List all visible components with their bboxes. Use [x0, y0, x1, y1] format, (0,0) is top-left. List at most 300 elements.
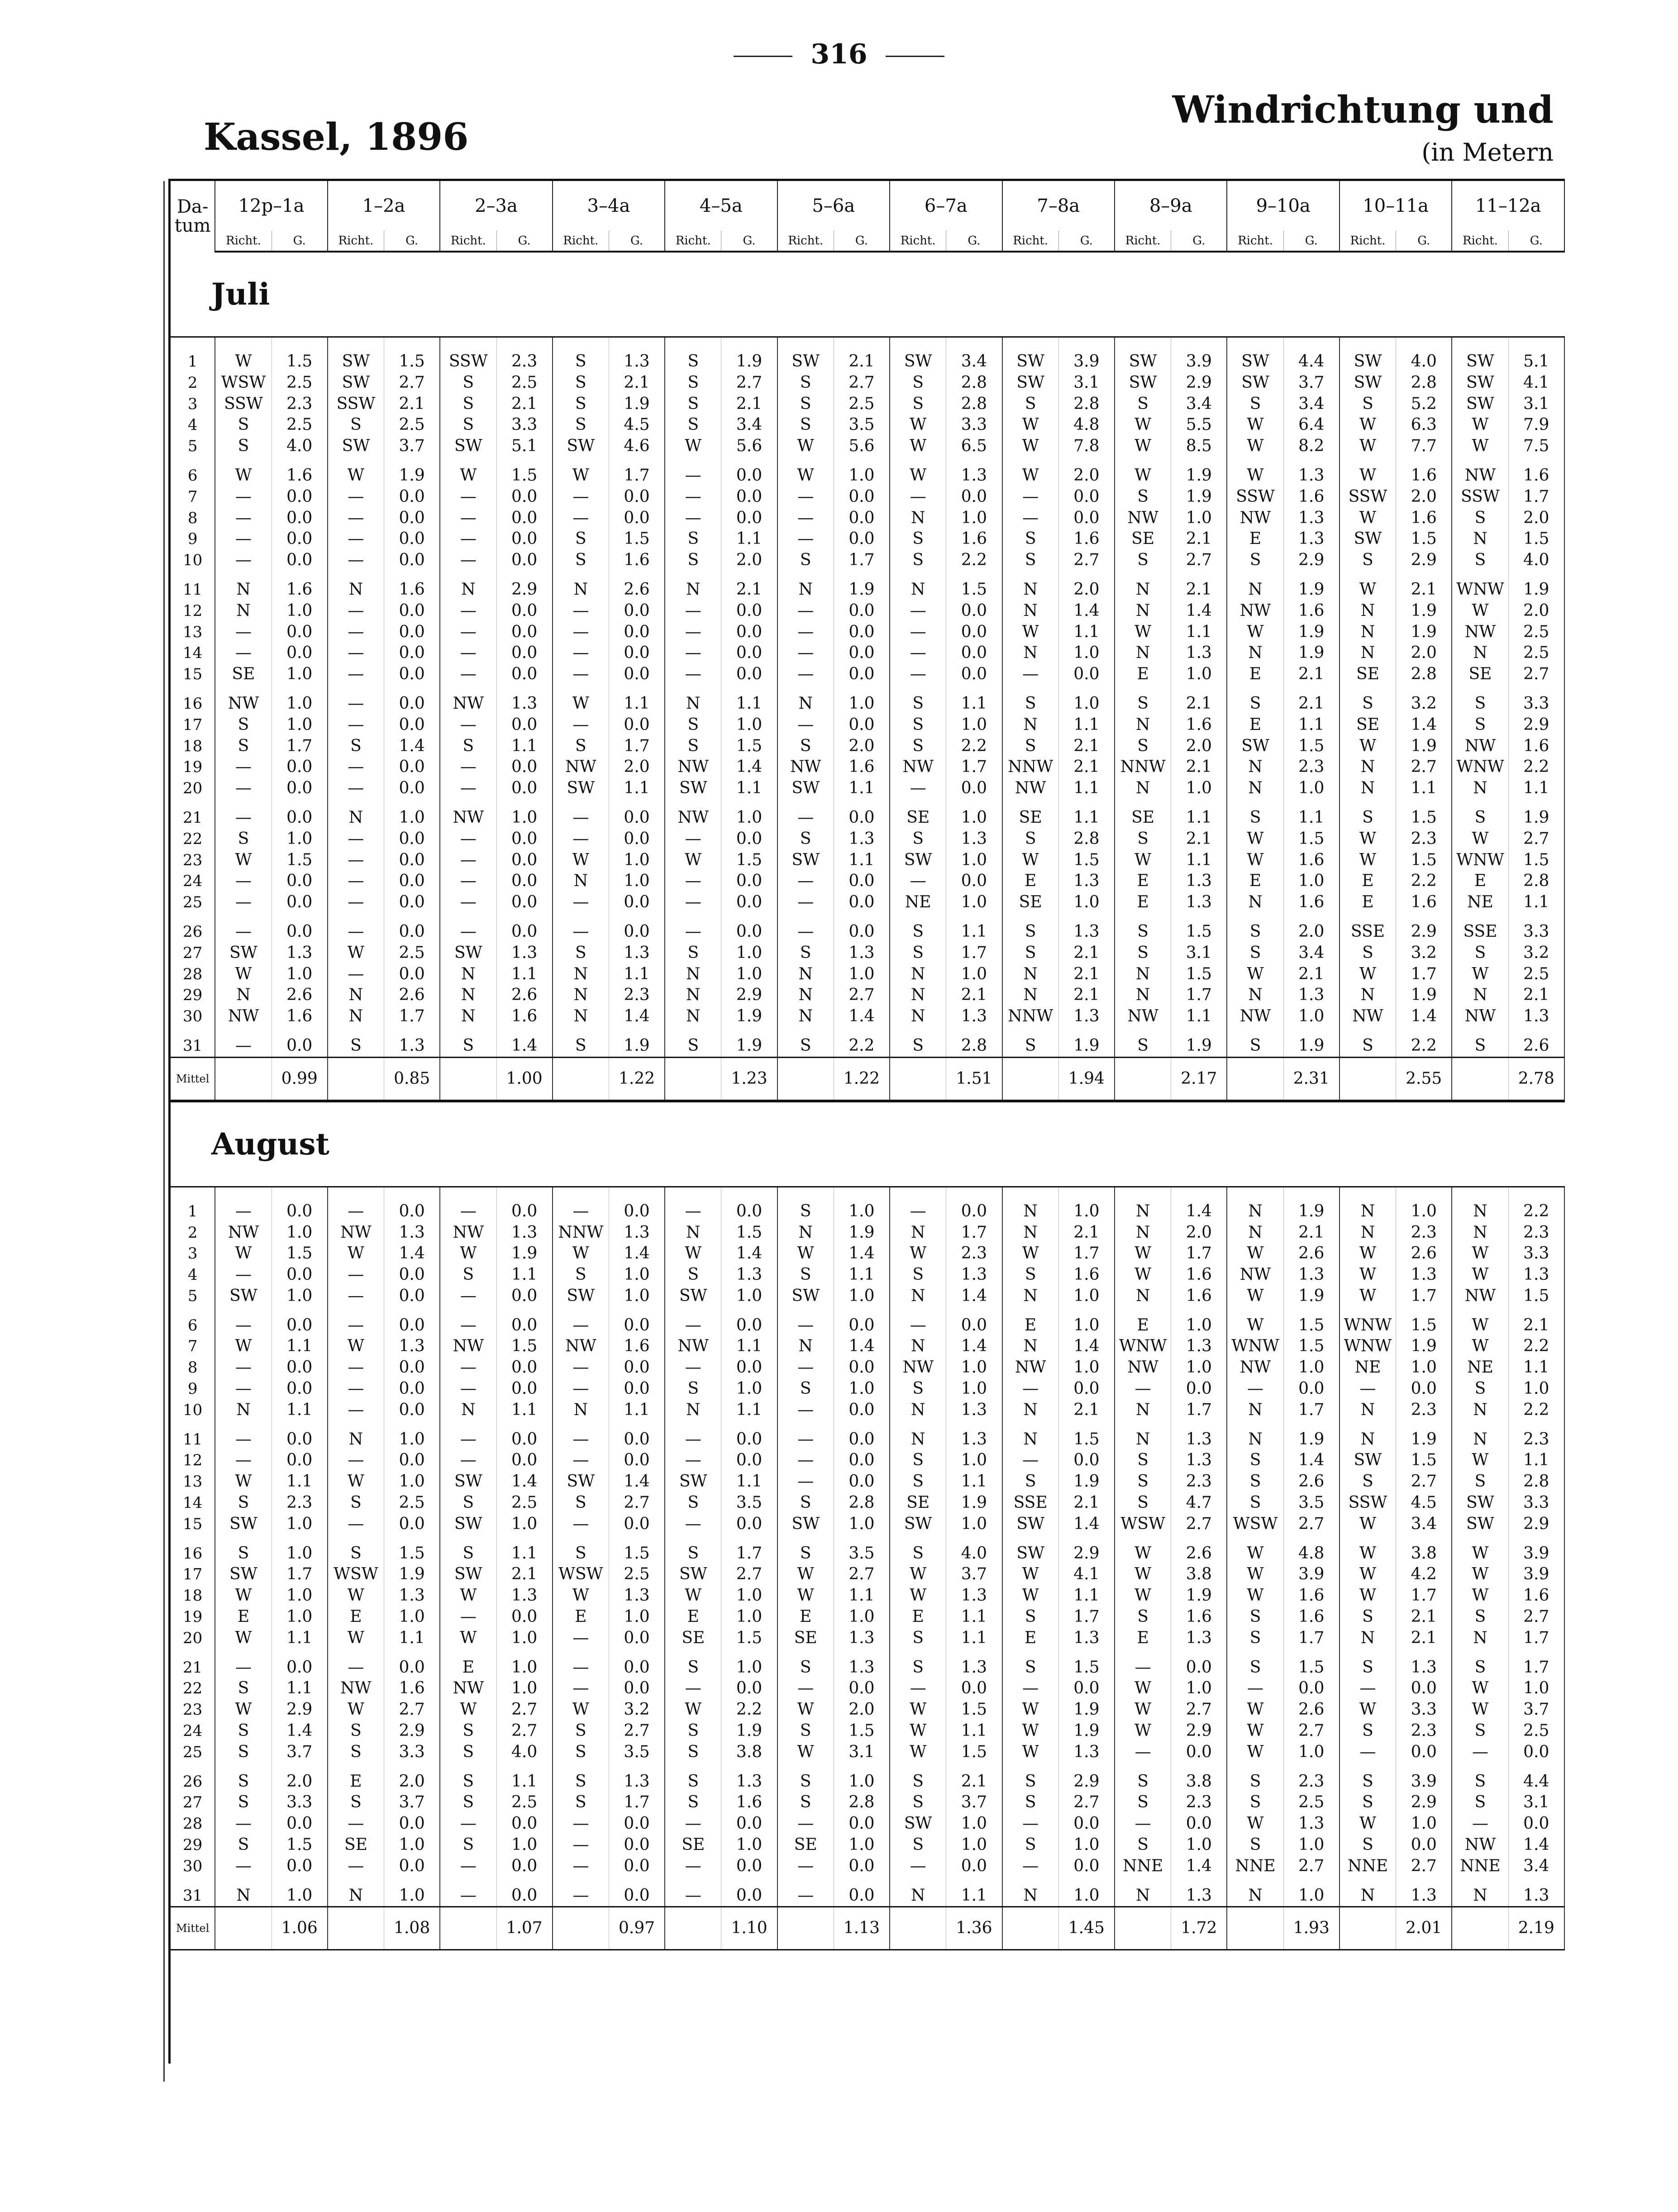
wind-speed: 1.0 [272, 1514, 328, 1535]
wind-speed: 0.0 [496, 1429, 553, 1450]
wind-speed: 0.0 [946, 486, 1002, 508]
wind-direction: S [777, 550, 834, 571]
day-number: 23 [171, 1699, 215, 1721]
g-header: G. [1396, 231, 1452, 252]
wind-speed: 2.5 [384, 415, 440, 436]
wind-speed: 2.9 [721, 985, 777, 1006]
wind-speed: 1.9 [1283, 1201, 1340, 1222]
wind-speed: 4.2 [1396, 1564, 1452, 1585]
wind-direction: — [665, 921, 721, 943]
wind-speed: 1.0 [946, 1357, 1002, 1378]
wind-direction: N [1227, 985, 1283, 1006]
wind-speed: 2.3 [1396, 1222, 1452, 1244]
gap-row [171, 1763, 1564, 1771]
wind-direction: W [1340, 736, 1396, 757]
wind-speed: 2.7 [1058, 550, 1115, 571]
wind-speed: 1.7 [1171, 1400, 1227, 1421]
wind-speed: 7.9 [1508, 415, 1564, 436]
day-number: 8 [171, 508, 215, 529]
wind-speed: 3.2 [1396, 693, 1452, 715]
wind-speed: 0.0 [609, 601, 665, 622]
wind-speed: 1.4 [384, 736, 440, 757]
wind-direction: — [1002, 1856, 1059, 1877]
wind-speed: 1.3 [946, 1657, 1002, 1678]
wind-speed: 0.0 [272, 871, 328, 892]
wind-speed: 1.3 [1396, 1657, 1452, 1678]
wind-speed: 2.9 [1058, 1771, 1115, 1792]
wind-speed: 0.0 [496, 1315, 553, 1336]
wind-speed: 1.1 [384, 1628, 440, 1649]
wind-direction: N [328, 985, 384, 1006]
wind-direction: — [777, 892, 834, 913]
mittel-value: 1.13 [834, 1907, 890, 1950]
wind-speed: 1.6 [1396, 892, 1452, 913]
wind-speed: 2.6 [1171, 1543, 1227, 1564]
mittel-empty [1227, 1907, 1283, 1950]
wind-speed: 2.0 [1058, 579, 1115, 601]
wind-direction: — [1115, 1813, 1171, 1835]
wind-direction: W [1452, 1699, 1508, 1721]
wind-speed: 3.9 [1171, 351, 1227, 372]
wind-direction: W [328, 1585, 384, 1607]
wind-direction: W [1227, 1699, 1283, 1721]
wind-speed: 0.0 [384, 664, 440, 685]
wind-speed: 2.2 [946, 550, 1002, 571]
wind-speed: 0.0 [496, 1885, 553, 1907]
wind-speed: 2.5 [272, 415, 328, 436]
wind-speed: 1.0 [1171, 508, 1227, 529]
wind-direction: S [890, 1450, 946, 1471]
wind-speed: 1.1 [1171, 1006, 1227, 1027]
wind-speed: 1.3 [1283, 508, 1340, 529]
mittel-empty [440, 1907, 496, 1950]
day-number: 18 [171, 736, 215, 757]
wind-speed: 0.0 [384, 892, 440, 913]
table-row [171, 465, 1564, 486]
wind-speed: 3.8 [1171, 1564, 1227, 1585]
wind-direction: N [1115, 1222, 1171, 1244]
wind-speed: 1.0 [1171, 1678, 1227, 1699]
wind-speed: 2.1 [384, 394, 440, 415]
wind-direction: SW [440, 1514, 496, 1535]
wind-speed: 1.3 [1058, 1742, 1115, 1763]
wind-direction: — [215, 1856, 272, 1877]
wind-direction: S [1115, 693, 1171, 715]
gap-row [171, 1307, 1564, 1315]
wind-speed: 2.9 [384, 1721, 440, 1742]
wind-direction: N [890, 1885, 946, 1907]
wind-speed: 1.1 [946, 921, 1002, 943]
wind-direction: N [1227, 1400, 1283, 1421]
wind-direction: S [1340, 1721, 1396, 1742]
wind-speed: 0.0 [1283, 1378, 1340, 1400]
mittel-empty [553, 1907, 609, 1950]
wind-direction: — [328, 871, 384, 892]
wind-speed: 1.3 [384, 1585, 440, 1607]
wind-direction: W [1452, 415, 1508, 436]
wind-direction: — [665, 1813, 721, 1835]
wind-direction: — [1002, 664, 1059, 685]
wind-direction: — [215, 1657, 272, 1678]
wind-direction: — [328, 529, 384, 550]
wind-direction: SW [440, 1564, 496, 1585]
wind-speed: 1.1 [946, 693, 1002, 715]
wind-speed: 1.9 [834, 579, 890, 601]
wind-speed: 1.6 [1396, 465, 1452, 486]
wind-speed: 0.0 [384, 871, 440, 892]
wind-speed: 0.0 [496, 1450, 553, 1471]
wind-direction: NW [1227, 1357, 1283, 1378]
wind-direction: NW [1227, 1264, 1283, 1286]
wind-direction: — [777, 508, 834, 529]
wind-direction: — [553, 1657, 609, 1678]
wind-speed: 2.7 [834, 1564, 890, 1585]
wind-speed: 1.1 [1508, 892, 1564, 913]
wind-direction: NW [1452, 622, 1508, 643]
wind-direction: SW [1227, 736, 1283, 757]
wind-speed: 2.8 [1396, 664, 1452, 685]
wind-speed: 0.0 [834, 1856, 890, 1877]
wind-direction: N [1002, 1222, 1059, 1244]
wind-speed: 0.0 [609, 1357, 665, 1378]
wind-direction: S [1227, 1771, 1283, 1792]
wind-speed: 1.7 [1396, 1286, 1452, 1307]
wind-speed: 0.0 [384, 1657, 440, 1678]
day-number: 14 [171, 1492, 215, 1514]
wind-direction: S [1452, 807, 1508, 829]
wind-speed: 0.0 [609, 643, 665, 664]
wind-direction: NW [440, 693, 496, 715]
wind-direction: — [890, 664, 946, 685]
wind-speed: 1.5 [496, 1336, 553, 1357]
wind-speed: 4.0 [946, 1543, 1002, 1564]
wind-speed: 2.5 [496, 1492, 553, 1514]
wind-direction: NW [553, 1336, 609, 1357]
wind-direction: S [1340, 1471, 1396, 1492]
wind-direction: W [1115, 1243, 1171, 1264]
wind-direction: W [890, 436, 946, 457]
wind-direction: E [1115, 1315, 1171, 1336]
wind-speed: 2.5 [272, 372, 328, 394]
wind-speed: 0.0 [721, 829, 777, 850]
day-number: 20 [171, 778, 215, 799]
gap-row [171, 1421, 1564, 1429]
wind-speed: 1.7 [1508, 486, 1564, 508]
wind-speed: 2.9 [272, 1699, 328, 1721]
wind-speed: 0.0 [384, 508, 440, 529]
wind-direction: — [1340, 1678, 1396, 1699]
wind-direction: S [890, 1657, 946, 1678]
table-row [171, 1856, 1564, 1877]
wind-direction: S [1452, 1721, 1508, 1742]
wind-speed: 1.0 [946, 1813, 1002, 1835]
wind-direction: S [440, 415, 496, 436]
wind-direction: — [665, 1315, 721, 1336]
table-row [171, 1543, 1564, 1564]
wind-speed: 0.0 [496, 757, 553, 778]
wind-direction: — [440, 1286, 496, 1307]
wind-speed: 1.6 [1283, 1585, 1340, 1607]
wind-direction: S [440, 1771, 496, 1792]
wind-speed: 0.0 [609, 921, 665, 943]
wind-direction: W [440, 1699, 496, 1721]
wind-direction: S [1452, 1471, 1508, 1492]
wind-speed: 2.8 [1058, 829, 1115, 850]
day-number: 30 [171, 1006, 215, 1027]
wind-direction: — [440, 715, 496, 736]
wind-speed: 1.0 [1058, 1286, 1115, 1307]
wind-direction: — [553, 715, 609, 736]
wind-speed: 0.0 [272, 892, 328, 913]
gap-row [171, 1027, 1564, 1035]
wind-direction: NNW [1002, 757, 1059, 778]
wind-direction: S [1452, 1771, 1508, 1792]
wind-direction: — [1452, 1813, 1508, 1835]
wind-direction: S [777, 1771, 834, 1792]
wind-speed: 1.0 [721, 964, 777, 985]
table-row [171, 1564, 1564, 1585]
wind-direction: — [328, 486, 384, 508]
wind-direction: E [1115, 664, 1171, 685]
wind-direction: W [1340, 1264, 1396, 1286]
wind-direction: SW [890, 351, 946, 372]
wind-speed: 0.0 [609, 807, 665, 829]
wind-direction: W [777, 465, 834, 486]
wind-direction: WNW [1452, 757, 1508, 778]
wind-direction: S [890, 529, 946, 550]
wind-direction: N [1452, 643, 1508, 664]
wind-speed: 1.6 [1508, 465, 1564, 486]
wind-direction: N [328, 807, 384, 829]
day-number: 8 [171, 1357, 215, 1378]
table-row [171, 1286, 1564, 1307]
wind-speed: 4.7 [1171, 1492, 1227, 1514]
wind-speed: 1.4 [1171, 1201, 1227, 1222]
wind-direction: SE [215, 664, 272, 685]
wind-direction: N [440, 1400, 496, 1421]
wind-speed: 1.0 [834, 1835, 890, 1856]
day-number: 1 [171, 351, 215, 372]
wind-speed: 6.3 [1396, 415, 1452, 436]
table-subtitle: (in Metern [1421, 138, 1554, 167]
wind-speed: 0.0 [1396, 1378, 1452, 1400]
wind-direction: N [440, 1006, 496, 1027]
wind-direction: S [215, 1543, 272, 1564]
wind-speed: 8.5 [1171, 436, 1227, 457]
wind-speed: 2.9 [496, 579, 553, 601]
wind-direction: NW [1002, 1357, 1059, 1378]
wind-speed: 1.9 [1283, 1429, 1340, 1450]
wind-direction: W [1452, 436, 1508, 457]
wind-speed: 1.1 [721, 778, 777, 799]
wind-direction: N [1002, 601, 1059, 622]
wind-speed: 1.3 [1171, 1885, 1227, 1907]
wind-direction: S [1340, 1035, 1396, 1057]
table-row [171, 643, 1564, 664]
mittel-empty [215, 1907, 272, 1950]
wind-direction: W [215, 351, 272, 372]
wind-speed: 1.5 [721, 850, 777, 871]
wind-direction: S [1002, 829, 1059, 850]
wind-direction: W [328, 1471, 384, 1492]
wind-direction: — [553, 1315, 609, 1336]
wind-speed: 1.1 [721, 1471, 777, 1492]
wind-speed: 1.4 [834, 1243, 890, 1264]
table-row [171, 1201, 1564, 1222]
wind-direction: W [1340, 1564, 1396, 1585]
wind-speed: 1.5 [1283, 1657, 1340, 1678]
table-row [171, 693, 1564, 715]
wind-direction: — [665, 1357, 721, 1378]
wind-direction: S [1002, 943, 1059, 964]
wind-speed: 0.0 [834, 1471, 890, 1492]
wind-speed: 1.0 [496, 1514, 553, 1535]
wind-direction: S [1227, 1835, 1283, 1856]
wind-direction: NW [1452, 1286, 1508, 1307]
g-header: G. [272, 231, 328, 252]
station-title: Kassel, 1896 [204, 115, 469, 159]
wind-speed: 0.0 [609, 1450, 665, 1471]
wind-direction: N [1340, 778, 1396, 799]
wind-direction: S [777, 1035, 834, 1057]
wind-speed: 0.0 [1171, 1378, 1227, 1400]
wind-speed: 2.2 [721, 1699, 777, 1721]
wind-direction: SW [215, 1514, 272, 1535]
wind-direction: S [215, 436, 272, 457]
table-row [171, 778, 1564, 799]
wind-speed: 1.0 [384, 1835, 440, 1856]
wind-direction: S [1227, 394, 1283, 415]
wind-direction: W [328, 465, 384, 486]
wind-speed: 0.0 [496, 601, 553, 622]
wind-direction: W [1340, 1813, 1396, 1835]
wind-direction: N [553, 1006, 609, 1027]
wind-speed: 1.4 [721, 1243, 777, 1264]
wind-speed: 1.0 [1058, 1835, 1115, 1856]
wind-speed: 1.1 [272, 1678, 328, 1699]
wind-speed: 3.1 [1508, 1792, 1564, 1813]
wind-direction: S [1227, 550, 1283, 571]
wind-speed: 1.4 [1058, 1336, 1115, 1357]
wind-direction: S [777, 1721, 834, 1742]
wind-speed: 0.0 [834, 1813, 890, 1835]
wind-speed: 1.7 [946, 943, 1002, 964]
wind-speed: 1.4 [496, 1035, 553, 1057]
wind-speed: 1.4 [384, 1243, 440, 1264]
wind-speed: 0.0 [946, 871, 1002, 892]
wind-speed: 1.9 [1508, 807, 1564, 829]
wind-direction: — [440, 508, 496, 529]
wind-direction: — [1002, 1378, 1059, 1400]
wind-direction: N [1002, 579, 1059, 601]
wind-speed: 1.0 [496, 807, 553, 829]
wind-speed: 1.3 [1171, 1628, 1227, 1649]
wind-speed: 1.7 [1058, 1243, 1115, 1264]
wind-speed: 1.5 [946, 579, 1002, 601]
wind-direction: SW [665, 778, 721, 799]
wind-speed: 0.0 [496, 486, 553, 508]
wind-speed: 0.0 [384, 1856, 440, 1877]
mittel-empty [1115, 1057, 1171, 1100]
wind-speed: 1.3 [384, 1336, 440, 1357]
wind-direction: N [215, 579, 272, 601]
wind-speed: 1.4 [609, 1243, 665, 1264]
mittel-empty [1002, 1907, 1059, 1950]
wind-direction: SW [665, 1564, 721, 1585]
wind-speed: 1.9 [1396, 601, 1452, 622]
wind-direction: W [440, 465, 496, 486]
wind-speed: 1.1 [834, 1264, 890, 1286]
wind-direction: S [1002, 1264, 1059, 1286]
wind-speed: 1.1 [1171, 807, 1227, 829]
wind-speed: 1.9 [721, 1006, 777, 1027]
wind-direction: NW [215, 1222, 272, 1244]
wind-direction: NNE [1452, 1856, 1508, 1877]
wind-direction: SW [1115, 372, 1171, 394]
wind-direction: N [890, 964, 946, 985]
wind-speed: 1.0 [272, 1885, 328, 1907]
wind-direction: SE [1340, 664, 1396, 685]
wind-direction: — [665, 1201, 721, 1222]
wind-speed: 1.1 [1508, 778, 1564, 799]
wind-speed: 1.0 [946, 807, 1002, 829]
wind-speed: 2.0 [272, 1771, 328, 1792]
wind-speed: 1.3 [1171, 1450, 1227, 1471]
wind-speed: 0.0 [1171, 1657, 1227, 1678]
mittel-value: 1.94 [1058, 1057, 1115, 1100]
wind-speed: 2.3 [946, 1243, 1002, 1264]
mittel-empty [777, 1907, 834, 1950]
wind-direction: N [1340, 985, 1396, 1006]
gap-row [171, 1535, 1564, 1543]
wind-speed: 0.0 [272, 757, 328, 778]
wind-direction: W [1115, 1264, 1171, 1286]
wind-direction: — [665, 1429, 721, 1450]
wind-direction: — [215, 757, 272, 778]
wind-direction: S [1452, 1657, 1508, 1678]
wind-speed: 2.1 [1058, 985, 1115, 1006]
wind-speed: 6.5 [946, 436, 1002, 457]
wind-direction: S [1340, 394, 1396, 415]
wind-speed: 2.1 [1508, 985, 1564, 1006]
wind-speed: 2.9 [1283, 550, 1340, 571]
wind-direction: SW [553, 1471, 609, 1492]
wind-direction: S [665, 1543, 721, 1564]
months-container [171, 253, 1565, 1950]
wind-direction: S [1115, 394, 1171, 415]
wind-direction: SSW [1227, 486, 1283, 508]
day-number: 5 [171, 436, 215, 457]
wind-speed: 2.0 [1396, 486, 1452, 508]
wind-speed: 0.0 [946, 622, 1002, 643]
wind-speed: 1.1 [946, 1885, 1002, 1907]
wind-direction: — [215, 1813, 272, 1835]
wind-speed: 1.9 [834, 1222, 890, 1244]
day-number: 22 [171, 829, 215, 850]
wind-speed: 1.1 [609, 693, 665, 715]
wind-speed: 1.6 [721, 1792, 777, 1813]
wind-direction: S [215, 1678, 272, 1699]
mittel-empty [777, 1057, 834, 1100]
richt-header: Richt. [440, 231, 496, 252]
wind-speed: 1.5 [384, 1543, 440, 1564]
wind-direction: S [328, 1035, 384, 1057]
day-number: 14 [171, 643, 215, 664]
day-number: 31 [171, 1885, 215, 1907]
wind-speed: 1.5 [1508, 529, 1564, 550]
wind-speed: 1.0 [834, 1286, 890, 1307]
wind-direction: — [777, 1885, 834, 1907]
